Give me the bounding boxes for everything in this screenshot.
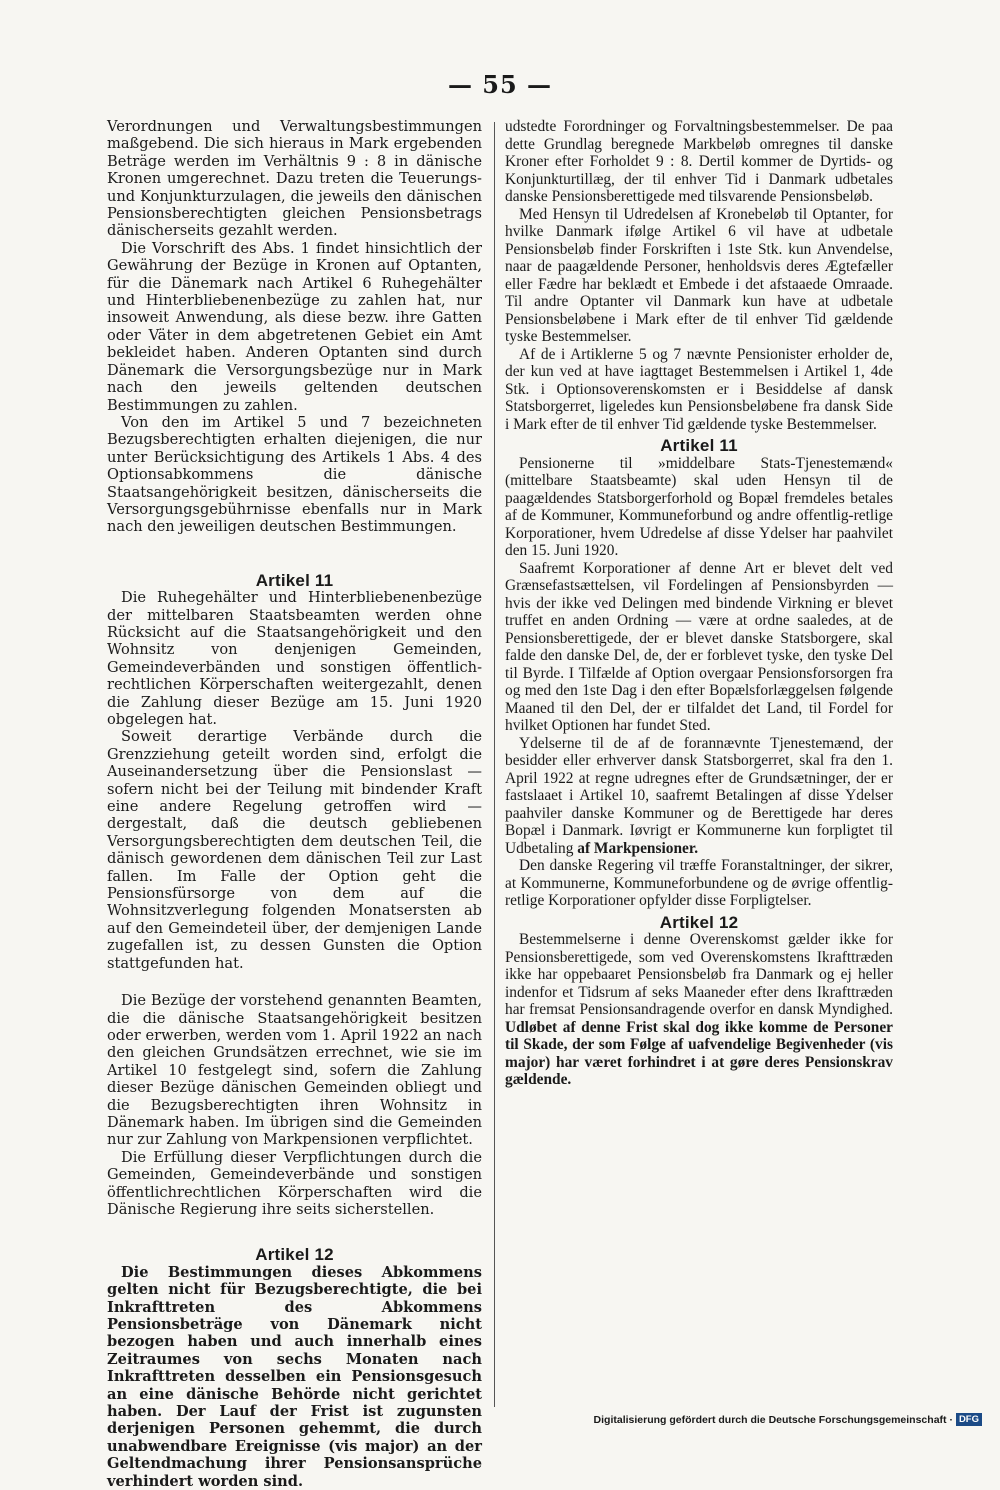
- german-article-12-heading: Artikel 12: [255, 1245, 334, 1265]
- danish-text: Bestemmelserne i denne Overenskomst gælder ikke for Pensionsberettigede, som ved Overenskomstens Ikrafttræden ikke har oppebaaret Pensionsbeløb fra Danmark og ej heller indenfor et Tidsrum af seks Maaneder efter dens Ikrafttræden har fremsat Pensionsandragende overfor en dansk Myndighed.: [505, 931, 893, 1018]
- footer-text: Digitalisierung gefördert durch die Deutsche Forschungsgemeinschaft ·: [593, 1413, 953, 1426]
- danish-paragraph: [505, 735, 893, 858]
- danish-text: Ydelserne til de af de forannævnte Tjenestemænd, der besidder eller erhverver dansk Statsborgerret, skal fra den 1. April 1922 at regne udregnes efter de Grundsætninger, der er fastslaaet i Artikel 10, saafremt Betalingen af disse Ydelser paahviler danske Kommuner og de Berettigede har deres Bopæl i Danmark. Iøvrigt er Kommunerne kun forpligtet til Udbetaling: [505, 734, 893, 857]
- danish-paragraph: Af de i Artiklerne 5 og 7 nævnte Pensionister erholder de, der kun ved at have iagttaget Bestemmelsen i Artikel 1, 4de Stk. i Optionsoverenskomsten er i Besiddelse af dansk Statsborgerret, ligeledes kun Pensionsbeløbene fra dansk Side i Mark efter de til enhver Tid gældende tyske Bestemmelser.: [505, 345, 893, 433]
- danish-paragraph: [505, 931, 893, 1089]
- german-paragraph: Soweit derartige Verbände durch die Grenzziehung geteilt worden sind, erfolgt die Auseinandersetzung über die Pensionslast — sofern nicht bei der Teilung mit bindender Kraft eine andere Regelung getroffen wird — dergestalt, daß die deutsch gebliebenen Versorgungsberechtigten dem deutschen Teil, die dänisch gewordenen dem dänischen Teil zur Last fallen. Im Falle der Option geht die Pensionsfürsorge von dem auf die Wohnsitzverlegung folgenden Monatsersten ab auf den Gemeindeteil über, der demjenigen Lande zugefallen ist, zu dessen Gunsten die Option stattgefunden hat.: [107, 728, 482, 972]
- column-divider: [494, 122, 495, 1407]
- danish-paragraph: Saafremt Korporationer af denne Art er blevet delt ved Grænsefastsættelsen, vil Fordelingen af Pensionsbyrden — hvis der ikke ved Delingen med bindende Virkning er blevet truffet en anden Ordning — være at ordne saaledes, at de Pensionsberettigede, der er blevet danske Statsborgere, skal falde den danske Del, de, der er forblevet tyske, den tyske Del til Byrde. I Tilfælde af Option overgaar Pensionsforsorgen fra og med den 1ste Dag i den efter Bopælsforlæggelsen følgende Maaned til den Del, der er tilfaldet det Land, til Fordel for hvilket Optionen har fundet Sted.: [505, 559, 893, 734]
- german-paragraph: Verordnungen und Verwaltungsbestimmungen maßgebend. Die sich hieraus in Mark ergebenden Beträge werden im Verhältnis 9 : 8 in dänische Kronen umgerechnet. Dazu treten die Teuerungs- und Konjunkturzulagen, die jeweils den dänischen Pensionsberechtigten gleichen Pensionsbetrags dänischerseits gezahlt werden.: [107, 118, 482, 240]
- danish-paragraph: udstedte Forordninger og Forvaltningsbestemmelser. De paa dette Grundlag beregnede Markbeløb omregnes til danske Kroner efter Forholdet 9 : 8. Dertil kommer de Dyrtids- og Konjunkturtillæg, der til enhver Tid i Danmark udbetales danske Pensionsberettigede med tilsvarende Pensionsbeløb.: [505, 118, 893, 205]
- danish-article-11-heading: Artikel 11: [660, 436, 738, 455]
- danish-article-12-heading: Artikel 12: [659, 912, 739, 932]
- german-paragraph: Von den im Artikel 5 und 7 bezeichneten Bezugsberechtigten erhalten diejenigen, die nur unter Berücksichtigung des Artikels 1 Abs. 4 des Optionsabkommens die dänische Staatsangehörigkeit besitzen, dänischerseits die Versorgungsgebührnisse ebenfalls nur in Mark nach den jeweiligen deutschen Bestimmungen.: [107, 413, 482, 536]
- danish-column: [505, 118, 893, 1089]
- german-column: [107, 118, 482, 1490]
- dfg-logo: DFG: [956, 1413, 982, 1426]
- page-number: — 55 —: [447, 70, 553, 99]
- german-paragraph: Die Bestimmungen dieses Abkommens gelten nicht für Bezugsberechtigte, die bei Inkrafttreten des Abkommens Pensionsbeträge von Dänemark nicht bezogen haben und auch innerhalb eines Zeitraumes von sechs Monaten nach Inkrafttreten desselben ein Pensionsgesuch an eine dänische Behörde nicht gerichtet haben. Der Lauf der Frist ist zugunsten derjenigen Personen gehemmt, die durch unabwendbare Ereignisse (vis major) an der Geltendmachung ihrer Pensionsansprüche verhindert worden sind.: [107, 1263, 482, 1490]
- danish-text-bold: Udløbet af denne Frist skal dog ikke komme de Personer til Skade, der som Følge af uafvendelige Begivenheder (vis major) har været forhindret i at gøre deres Pensionskrav gældende.: [505, 1018, 893, 1088]
- danish-paragraph: Med Hensyn til Udredelsen af Kronebeløb til Optanter, for hvilke Danmark ifølge Artikel 6 vil have at udbetale Pensionsbeløb finder Forskriften i 1ste Stk. kun Anvendelse, naar de paagældende Personer, henholdsvis deres Ægtefæller eller Fædre har beklædt et Embede i det afstaaede Omraade. Til andre Optanter vil Danmark kun have at udbetale Pensionsbeløbene i Mark efter de til enhver Tid gældende tyske Bestemmelser.: [505, 205, 893, 345]
- german-paragraph: Die Erfüllung dieser Verpflichtungen durch die Gemeinden, Gemeindeverbände und sonstigen öffentlichrechtlichen Körperschaften wird die Dänische Regierung ihre seits sicherstellen.: [107, 1148, 482, 1218]
- danish-text-bold: af Markpensioner.: [577, 839, 699, 857]
- danish-paragraph: Den danske Regering vil træffe Foranstaltninger, der sikrer, at Kommunerne, Kommuneforbundene og de øvrige offentlig-retlige Korporationer opfylder disse Forpligtelser.: [505, 857, 893, 909]
- german-article-11-heading: Artikel 11: [255, 570, 334, 590]
- german-paragraph: Die Vorschrift des Abs. 1 findet hinsichtlich der Gewährung der Bezüge in Kronen auf Optanten, für die Dänemark nach Artikel 6 Ruhegehälter und Hinterbliebenenbezüge zu zahlen hat, nur insoweit Anwendung, als diese bezw. ihre Gatten oder Väter in dem abgetretenen Gebiet ein Amt bekleidet haben. Anderen Optanten sind durch Dänemark die Versorgungsbezüge nur in Mark nach den jeweils geltenden deutschen Bestimmungen zu zahlen.: [107, 239, 482, 414]
- danish-paragraph: Pensionerne til »middelbare Stats-Tjenestemænd« (mittelbare Staatsbeamte) skal uden Hensyn til de paagældendes Statsborgerforhold og Bopæl fremdeles betales af de Kommuner, Kommuneforbund og andre offentlig-retlige Korporationer, hvem Udredelse af disse Ydelser har paahvilet den 15. Juni 1920.: [505, 454, 893, 559]
- digitization-footer: [594, 1413, 982, 1426]
- german-paragraph: Die Bezüge der vorstehend genannten Beamten, die die dänische Staatsangehörigkeit besitzen oder erwerben, werden vom 1. April 1922 an nach den gleichen Grundsätzen errechnet, wie sie im Artikel 10 festgelegt sind, sofern die Zahlung dieser Bezüge dänischen Gemeinden obliegt und die Bezugsberechtigten ihren Wohnsitz in Dänemark haben. Im übrigen sind die Gemeinden nur zur Zahlung von Markpensionen verpflichtet.: [107, 992, 482, 1149]
- german-paragraph: Die Ruhegehälter und Hinterbliebenenbezüge der mittelbaren Staatsbeamten werden ohne Rücksicht auf die Staatsangehörigkeit und den Wohnsitz von denjenigen Gemeinden, Gemeindeverbänden und sonstigen öffentlich-rechtlichen Körperschaften weitergezahlt, denen die Zahlung dieser Bezüge am 15. Juni 1920 obgelegen hat.: [107, 589, 482, 728]
